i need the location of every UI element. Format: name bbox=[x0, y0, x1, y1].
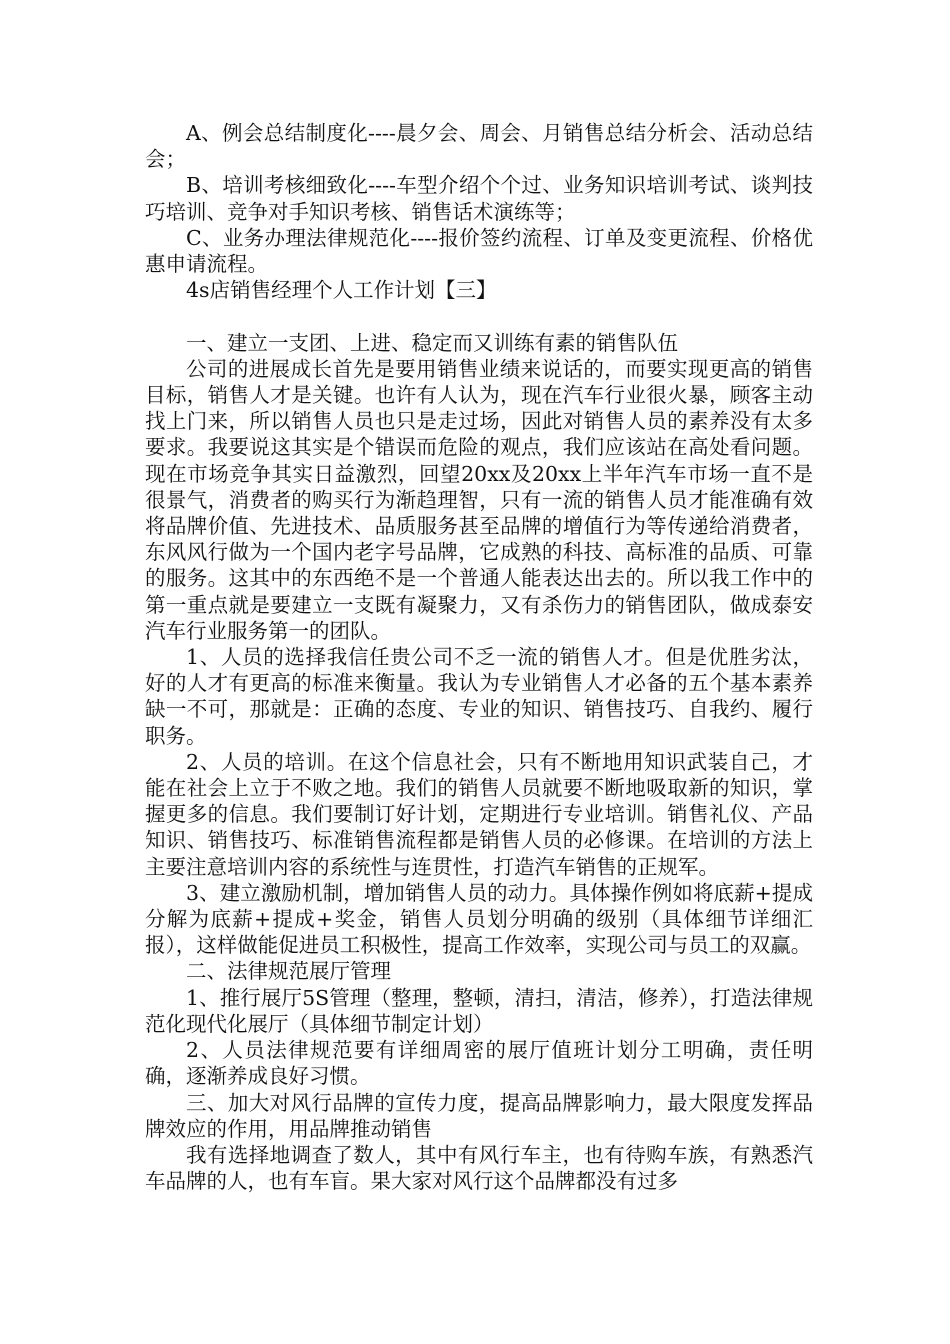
heading-3: 三、加大对风行品牌的宣传力度，提高品牌影响力，最大限度发挥品牌效应的作用，用品牌推动销售 bbox=[145, 1090, 813, 1141]
paragraph-item-2: 2、人员的培训。在这个信息社会，只有不断地用知识武装自己，才能在社会上立于不败之地。我们的销售人员就要不断地吸取新的知识，掌握更多的信息。我们要制订好计划，定期进行专业培训。销售礼仪、产品知识、销售技巧、标准销售流程都是销售人员的必修课。在培训的方法上主要注意培训内容的系统性与连贯性，打造汽车销售的正规军。 bbox=[145, 749, 813, 879]
paragraph-staff-rules: 2、人员法律规范要有详细周密的展厅值班计划分工明确，责任明确，逐渐养成良好习惯。 bbox=[145, 1038, 813, 1089]
section-title: 4s店销售经理个人工作计划【三】 bbox=[186, 278, 497, 303]
paragraph-item-1: 1、人员的选择我信任贵公司不乏一流的销售人才。但是优胜劣汰，好的人才有更高的标准来衡量。我认为专业销售人才必备的五个基本素养缺一不可，那就是：正确的态度、专业的知识、销售技巧、自我约、履行职务。 bbox=[145, 645, 813, 748]
paragraph-c: C、业务办理法律规范化----报价签约流程、订单及变更流程、价格优惠申请流程。 bbox=[145, 225, 813, 277]
heading-2: 二、法律规范展厅管理 bbox=[186, 959, 391, 984]
paragraph-item-3: 3、建立激励机制，增加销售人员的动力。具体操作例如将底薪+提成分解为底薪+提成+奖金，销售人员划分明确的级别（具体细节详细汇报），这样做能促进员工积极性，提高工作效率，实现公司与员工的双赢。 bbox=[145, 880, 813, 958]
document-page bbox=[145, 120, 813, 1194]
heading-1: 一、建立一支团、上进、稳定而又训练有素的销售队伍 bbox=[186, 330, 678, 355]
paragraph-b: B、培训考核细致化----车型介绍个个过、业务知识培训考试、谈判技巧培训、竞争对手知识考核、销售话术演练等； bbox=[145, 173, 813, 224]
paragraph-5s: 1、推行展厅5S管理（整理，整顿，清扫，清洁，修养），打造法律规范化现代化展厅（具体细节制定计划） bbox=[145, 985, 813, 1036]
paragraph-survey: 我有选择地调查了数人，其中有风行车主，也有待购车族，有熟悉汽车品牌的人，也有车盲。果大家对风行这个品牌都没有过多 bbox=[145, 1142, 813, 1194]
paragraph-intro: 公司的进展成长首先是要用销售业绩来说话的，而要实现更高的销售目标，销售人才是关键。也许有人认为，现在汽车行业很火暴，顾客主动找上门来，所以销售人员也只是走过场，因此对销售人员的素养没有太多要求。我要说这其实是个错误而危险的观点，我们应该站在高处看问题。现在市场竞争其实日益激烈，回望20xx及20xx上半年汽车市场一直不是很景气，消费者的购买行为渐趋理智，只有一流的销售人员才能准确有效将品牌价值、先进技术、品质服务甚至品牌的增值行为等传递给消费者，东风风行做为一个国内老字号品牌，它成熟的科技、高标准的品质、可靠的服务。这其中的东西绝不是一个普通人能表达出去的。所以我工作中的第一重点就是要建立一支既有凝聚力，又有杀伤力的销售团队，做成泰安汽车行业服务第一的团队。 bbox=[145, 356, 813, 643]
blank-line bbox=[145, 303, 813, 329]
paragraph-a: A、例会总结制度化----晨夕会、周会、月销售总结分析会、活动总结会； bbox=[145, 121, 813, 172]
